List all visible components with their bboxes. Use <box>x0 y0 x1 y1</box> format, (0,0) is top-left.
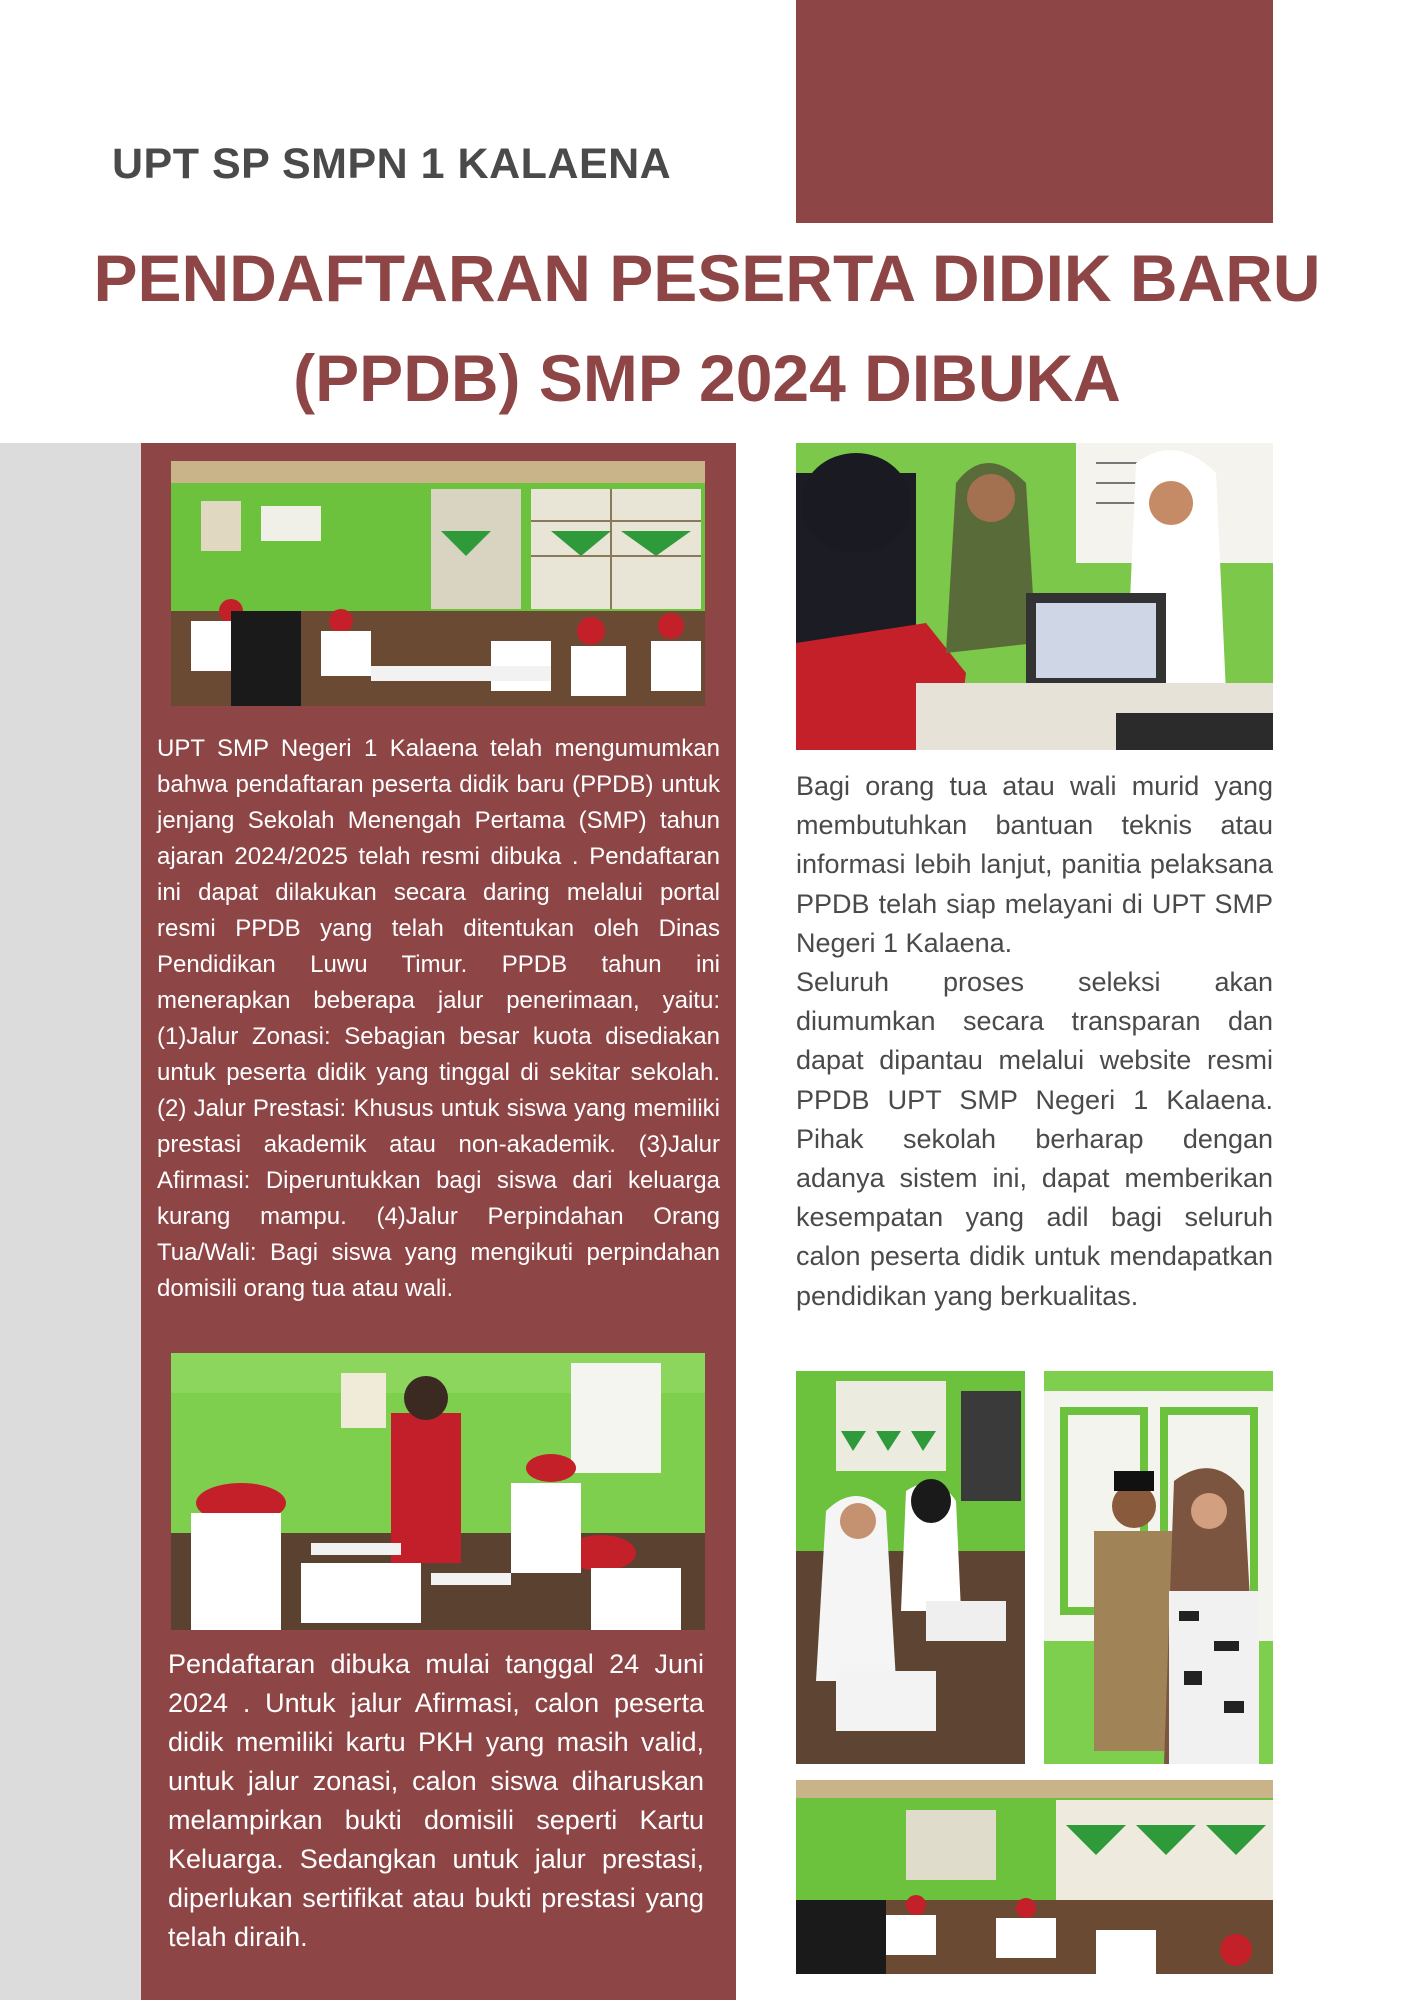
left-paragraph-1-text: UPT SMP Negeri 1 Kalaena telah mengumumkan bahwa pendaftaran peserta didik baru (PPDB) untuk jenjang Sekolah Menengah Pertama (SMP) tahun ajaran 2024/2025 telah resmi dibuka . Pendaftaran ini dapat dilakukan secara daring melalui portal resmi PPDB yang telah ditentukan oleh Dinas Pendidikan Luwu Timur. PPDB tahun ini menerapkan beberapa jalur penerimaan, yaitu: (1)Jalur Zonasi: Sebagian besar kuota disediakan untuk peserta didik yang tinggal di sekitar sekolah.(2) Jalur Prestasi: Khusus untuk siswa yang memiliki prestasi akademik atau non-akademik. (3)Jalur Afirmasi: Diperuntukkan bagi siswa dari keluarga kurang mampu. (4)Jalur Perpindahan Orang Tua/Wali: Bagi siswa yang mengikuti perpindahan domisili orang tua atau wali. <box>157 735 720 1302</box>
headline-line-2: (PPDB) SMP 2024 DIBUKA <box>293 341 1121 415</box>
classroom-photo <box>171 461 705 706</box>
teacher-students-photo <box>171 1353 705 1630</box>
header-accent-block <box>796 0 1273 223</box>
school-name: UPT SP SMPN 1 KALAENA <box>112 140 672 188</box>
students-writing-photo <box>796 1371 1025 1764</box>
classroom-wide-photo <box>796 1780 1273 1974</box>
teacher-parent-photo <box>1044 1371 1273 1764</box>
side-strip <box>0 443 141 2000</box>
right-text-block <box>796 767 1273 1316</box>
left-paragraph-2 <box>168 1645 704 1957</box>
headline-line-1: PENDAFTARAN PESERTA DIDIK BARU <box>93 241 1321 315</box>
left-paragraph-2-text: Pendaftaran dibuka mulai tanggal 24 Juni 2024 . Untuk jalur Afirmasi, calon peserta didik memiliki kartu PKH yang masih valid, untuk jalur zonasi, calon siswa diharuskan melampirkan bukti domisili seperti Kartu Keluarga. Sedangkan untuk jalur prestasi, diperlukan sertifikat atau bukti prestasi yang telah diraih. <box>168 1649 704 1952</box>
registration-desk-photo <box>796 443 1273 750</box>
left-paragraph-1 <box>157 731 720 1307</box>
right-paragraph-2: Seluruh proses seleksi akan diumumkan secara transparan dan dapat dipantau melalui website resmi PPDB UPT SMP Negeri 1 Kalaena. Pihak sekolah berharap dengan adanya sistem ini, dapat memberikan kesempatan yang adil bagi seluruh calon peserta didik untuk mendapatkan pendidikan yang berkualitas. <box>796 967 1273 1311</box>
right-paragraph-1: Bagi orang tua atau wali murid yang membutuhkan bantuan teknis atau informasi lebih lanjut, panitia pelaksana PPDB telah siap melayani di UPT SMP Negeri 1 Kalaena. <box>796 771 1273 958</box>
headline <box>60 228 1354 428</box>
